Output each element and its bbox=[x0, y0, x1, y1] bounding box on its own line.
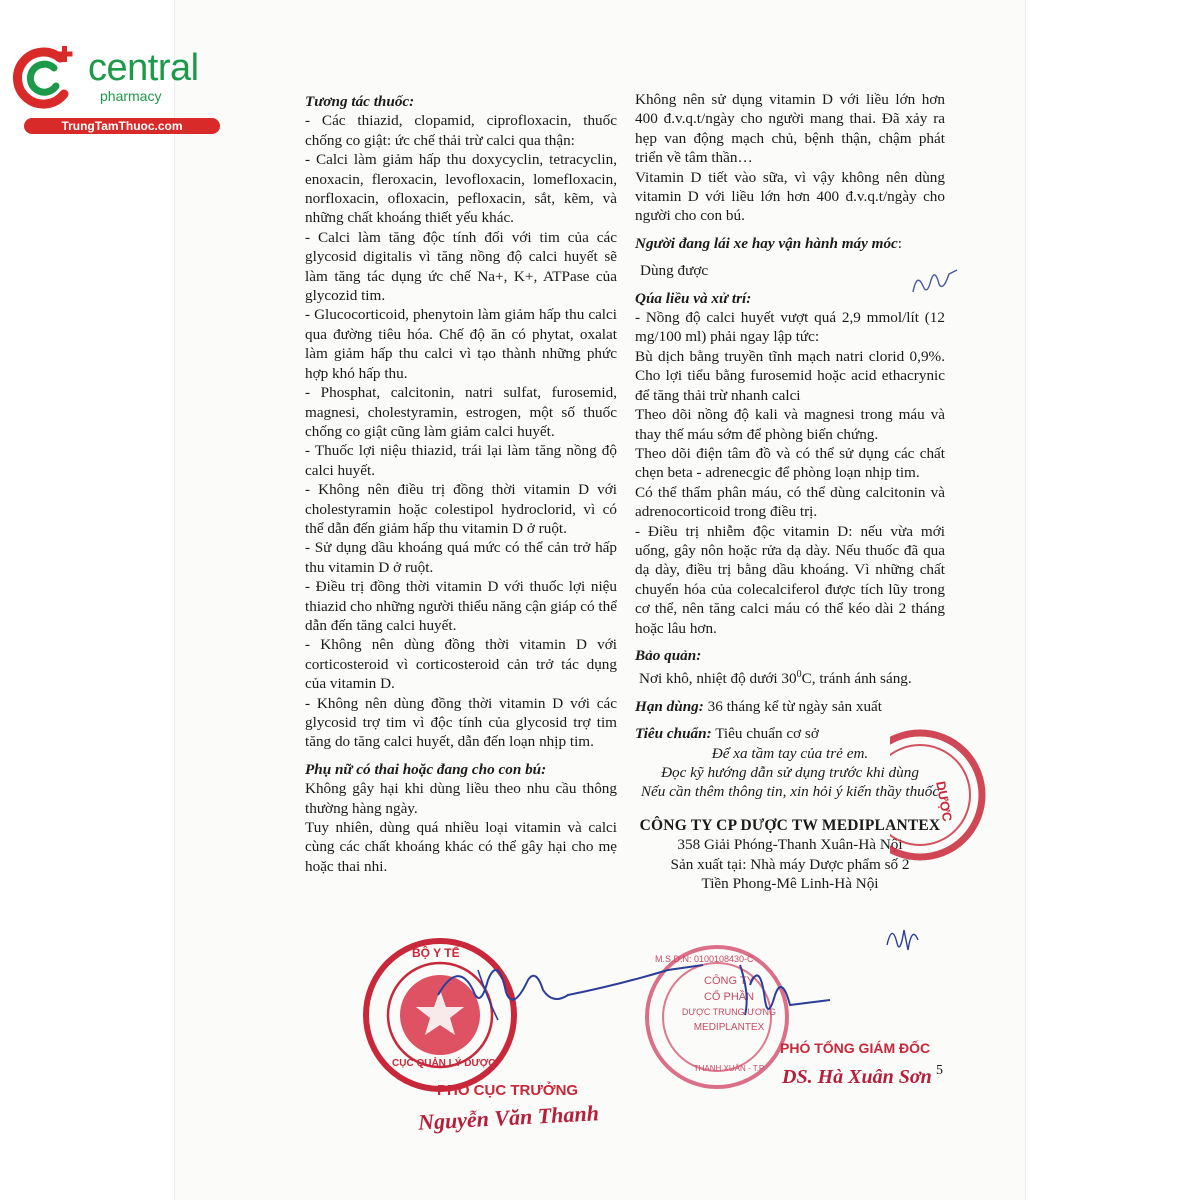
left-signer-title: PHÓ CỤC TRƯỞNG bbox=[437, 1082, 579, 1099]
interaction-paragraph: - Các thiazid, clopamid, ciprofloxacin, thuốc chống co giật: ức chế thải trừ calci qua thận: bbox=[305, 112, 617, 149]
overdose-paragraph: Theo dõi điện tâm đồ và có thể sử dụng các chất chẹn beta - adrenecgic để phòng loạn nhịp tim. bbox=[635, 444, 945, 482]
right-signer-title: PHÓ TỔNG GIÁM ĐỐC bbox=[780, 1040, 931, 1056]
driving-heading-line: Người đang lái xe hay vận hành máy móc: bbox=[635, 234, 903, 252]
expiry-line bbox=[635, 697, 945, 716]
interaction-paragraph: - Không nên điều trị đồng thời vitamin D với cholestyramin hoặc colestipol hydroclorid, vì có thể dẫn đến giảm hấp thu vitamin D ở ruột. bbox=[305, 481, 617, 537]
interaction-paragraph: - Glucocorticoid, phenytoin làm giảm hấp thu calci qua đường tiêu hóa. Chế độ ăn có phytat, oxalat làm giảm hấp thu calci vì tạo thành những phức hợp khó hấp thu. bbox=[305, 306, 617, 382]
company-seal-bottom-text: THANH XUÂN - T.P bbox=[693, 1064, 765, 1073]
lactation-paragraph: Vitamin D tiết vào sữa, vì vậy không nên dùng vitamin D với liều lớn hơn 400 đ.v.q.t/ngày cho người cho con bú. bbox=[635, 168, 945, 225]
lactation-paragraph: Không nên sử dụng vitamin D với liều lớn hơn 400 đ.v.q.t/ngày cho người mang thai. Đã xảy ra hẹp van động mạch chủ, bệnh thận, chậm phát triển về tâm thần… bbox=[635, 91, 945, 167]
factory-line: Sản xuất tại: Nhà máy Dược phẩm số 2 bbox=[670, 855, 910, 873]
pregnancy-paragraph: Không gây hại khi dùng liều theo nhu cầu thông thường hàng ngày. bbox=[305, 780, 617, 817]
brand-name: central bbox=[88, 47, 199, 89]
expiry-text: 36 tháng kể từ ngày sản xuất bbox=[707, 697, 883, 715]
initials-mark-icon bbox=[905, 262, 965, 302]
overdose-paragraph: Theo dõi nồng độ kali và magnesi trong máu và thay thế máu sớm để phòng biến chứng. bbox=[635, 406, 945, 443]
brand-url[interactable]: TrungTamThuoc.com bbox=[24, 118, 220, 134]
overdose-heading: Qúa liều và xử trí: bbox=[635, 289, 752, 307]
standard-heading: Tiêu chuẩn: bbox=[635, 725, 712, 743]
left-signature-icon bbox=[418, 950, 718, 1030]
brand-subtitle: pharmacy bbox=[100, 88, 162, 104]
right-signature-icon bbox=[720, 955, 840, 1035]
left-signer-name: Nguyễn Văn Thanh bbox=[417, 1100, 600, 1135]
interaction-paragraph: - Không nên dùng đồng thời vitamin D với corticosteroid vì corticosteroid cản trở tác dụng của vitamin D. bbox=[305, 636, 617, 693]
warning-line: Để xa tầm tay của trẻ em. bbox=[711, 744, 869, 762]
pregnancy-paragraph: Tuy nhiên, dùng quá nhiều loại vitamin và calci cùng các chất khoáng khác có thể gây hại cho mẹ hoặc thai nhi. bbox=[305, 819, 617, 875]
page-number: 5 bbox=[936, 1063, 943, 1078]
warning-line: Đọc kỹ hướng dẫn sử dụng trước khi dùng bbox=[661, 764, 919, 782]
overdose-paragraph: - Điều trị nhiễm độc vitamin D: nếu vừa mới uống, gây nôn hoặc rửa dạ dày. Nếu thuốc đã qua dạ dày, điều trị bằng dầu khoáng. Vì những chất chuyển hóa của colecalciferol được tích lũy trong cơ thể, nên tăng calci máu có thể kéo dài 2 tháng hoặc lâu hơn. bbox=[635, 522, 945, 637]
pregnancy-heading: Phụ nữ có thai hoặc đang cho con bú: bbox=[305, 760, 547, 778]
company-address: 358 Giải Phóng-Thanh Xuân-Hà Nội bbox=[677, 836, 903, 854]
interaction-paragraph: - Điều trị đồng thời vitamin D với thuốc lợi niệu thiazid cho những người thiểu năng cận giáp có thể dẫn đến tăng calci huyết. bbox=[305, 578, 617, 634]
storage-heading: Bảo quản: bbox=[635, 646, 702, 664]
storage-degree: 0 bbox=[796, 669, 802, 681]
storage-text-part: Nơi khô, nhiệt độ dưới 30 bbox=[639, 670, 797, 688]
overdose-paragraph: - Nồng độ calci huyết vượt quá 2,9 mmol/lít (12 mg/100 ml) phải ngay lập tức: bbox=[635, 309, 945, 346]
central-pharmacy-logo[interactable] bbox=[10, 38, 215, 138]
interaction-paragraph: - Phosphat, calcitonin, natri sulfat, furosemid, magnesi, cholestyramin, estrogen, một số thuốc chống co giật cũng làm giảm calci huyết. bbox=[305, 384, 617, 440]
company-seal-line: CỔ PHẦN bbox=[703, 991, 755, 1003]
company-seal-line: CÔNG TY bbox=[704, 975, 754, 987]
standard-text: Tiêu chuẩn cơ sở bbox=[715, 725, 819, 743]
company-name: CÔNG TY CP DƯỢC TW MEDIPLANTEX bbox=[639, 816, 941, 834]
company-seal-ring-text: M.S.D.N: 0100108430-C bbox=[655, 954, 754, 964]
interaction-paragraph: - Sử dụng dầu khoáng quá mức có thể cản trở hấp thu vitamin D ở ruột. bbox=[305, 539, 617, 576]
interactions-heading: Tương tác thuốc: bbox=[305, 93, 415, 110]
warning-line: Nếu cần thêm thông tin, xin hỏi ý kiến thầy thuốc bbox=[640, 783, 940, 801]
ministry-seal-top-text: BỘ Y TẾ bbox=[412, 946, 460, 960]
initials-mark-icon bbox=[882, 915, 932, 960]
driving-text: Dùng được bbox=[640, 262, 709, 280]
driving-heading: Người đang lái xe hay vận hành máy móc bbox=[635, 234, 898, 252]
left-column bbox=[305, 92, 617, 876]
interaction-paragraph: - Calci làm giảm hấp thu doxycyclin, tetracyclin, enoxacin, fleroxacin, levofloxacin, lomefloxacin, norfloxacin, ofloxacin, pefloxacin, sắt, kẽm, và những chất khoáng thiết yếu khác. bbox=[305, 151, 617, 227]
pharmacy-cross-icon bbox=[10, 38, 82, 118]
interaction-paragraph: - Calci làm tăng độc tính đối với tim của các glycosid digitalis vì tăng nồng độ calci huyết sẽ làm tăng tác dụng ức chế Na+, K+, ATPase của glycozid tim. bbox=[305, 228, 617, 305]
right-seal-text: DƯỢC bbox=[933, 780, 956, 823]
interaction-paragraph: - Không nên dùng đồng thời vitamin D với các glycosid trợ tim vì độc tính của glycosid trợ tim tăng do tăng calci huyết, dẫn đến loạn nhịp tim. bbox=[305, 694, 617, 751]
factory-line: Tiền Phong-Mê Linh-Hà Nội bbox=[701, 875, 879, 893]
right-signer-name: DS. Hà Xuân Sơn bbox=[782, 1066, 932, 1088]
interaction-paragraph: - Thuốc lợi niệu thiazid, trái lại làm tăng nồng độ calci huyết. bbox=[305, 442, 617, 479]
company-seal-line: MEDIPLANTEX bbox=[693, 1022, 765, 1033]
overdose-paragraph: Có thể thẩm phân máu, có thể dùng calcitonin và adrenocorticoid trong điều trị. bbox=[635, 483, 945, 521]
ministry-seal-ring-text: CỤC QUẢN LÝ DƯỢC bbox=[392, 1058, 496, 1069]
storage-text bbox=[635, 665, 945, 688]
company-seal-line: DƯỢC TRUNG ƯƠNG bbox=[681, 1007, 777, 1017]
overdose-paragraph: Bù dịch bằng truyền tĩnh mạch natri clorid 0,9%. Cho lợi tiểu bằng furosemid hoặc acid ethacrynic để tăng thải trừ nhanh calci bbox=[635, 347, 945, 404]
storage-text-part: C, tránh ánh sáng. bbox=[801, 670, 912, 688]
expiry-heading: Hạn dùng: bbox=[635, 697, 704, 715]
